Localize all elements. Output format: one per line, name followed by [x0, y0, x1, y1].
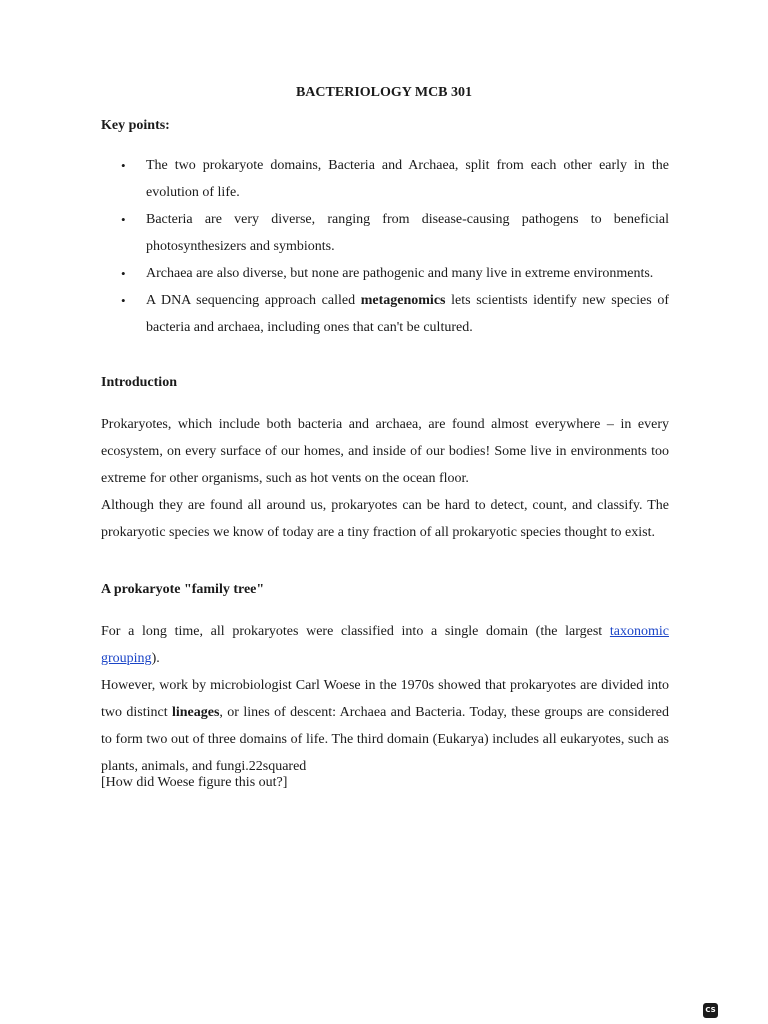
bullet-text: The two prokaryote domains, Bacteria and Archaea, split from each other early in the evolution of life.	[146, 158, 669, 200]
list-item	[101, 260, 669, 287]
key-points-heading: Key points:	[101, 118, 170, 133]
metagenomics-term: metagenomics	[360, 293, 446, 308]
introduction-heading: Introduction	[101, 375, 177, 390]
paragraph-text: , or lines of descent: Archaea and Bacteria. Today, these groups are considered to form two out of three domains of life. The third domain (Eukarya) includes all eukaryotes, such as plants, animals, and fungi.22squared	[101, 705, 669, 774]
paragraph-text: However, work by microbiologist Carl Woese in the 1970s showed that prokaryotes are divided into two distinct	[101, 678, 669, 720]
list-item	[101, 152, 669, 206]
bullet-text: Bacteria are very diverse, ranging from disease-causing pathogens to beneficial photosynthesizers and symbionts.	[146, 212, 669, 254]
document-title: BACTERIOLOGY MCB 301	[295, 85, 473, 100]
taxonomic-grouping-link[interactable]: taxonomic grouping	[101, 624, 669, 666]
bullet-text: lets scientists identify new species of bacteria and archaea, including ones that can't be cultured.	[146, 293, 669, 335]
intro-paragraph-2: Although they are found all around us, prokaryotes can be hard to detect, count, and classify. The prokaryotic species we know of today are a tiny fraction of all prokaryotic species thought to exist.	[101, 498, 669, 540]
list-item	[101, 287, 669, 341]
intro-paragraph-1: Prokaryotes, which include both bacteria and archaea, are found almost everywhere – in every ecosystem, on every surface of our homes, and inside of our bodies! Some live in environments too extreme for other organisms, such as hot vents on the ocean floor.	[101, 417, 669, 486]
camscanner-logo-icon: CS	[703, 1003, 718, 1018]
family-tree-heading: A prokaryote "family tree"	[101, 582, 265, 597]
family-tree-paragraph-1	[101, 618, 669, 672]
key-points-list	[101, 152, 669, 341]
paragraph-text: For a long time, all prokaryotes were classified into a single domain (the largest	[101, 624, 610, 639]
family-tree-paragraph-3: [How did Woese figure this out?]	[101, 775, 288, 790]
family-tree-paragraph-2	[101, 672, 669, 780]
list-item	[101, 206, 669, 260]
paragraph-text: ).	[151, 651, 160, 666]
bullet-text: A DNA sequencing approach called	[146, 293, 361, 308]
lineages-term: lineages	[171, 705, 220, 720]
bullet-text: Archaea are also diverse, but none are pathogenic and many live in extreme environments.	[146, 266, 654, 281]
